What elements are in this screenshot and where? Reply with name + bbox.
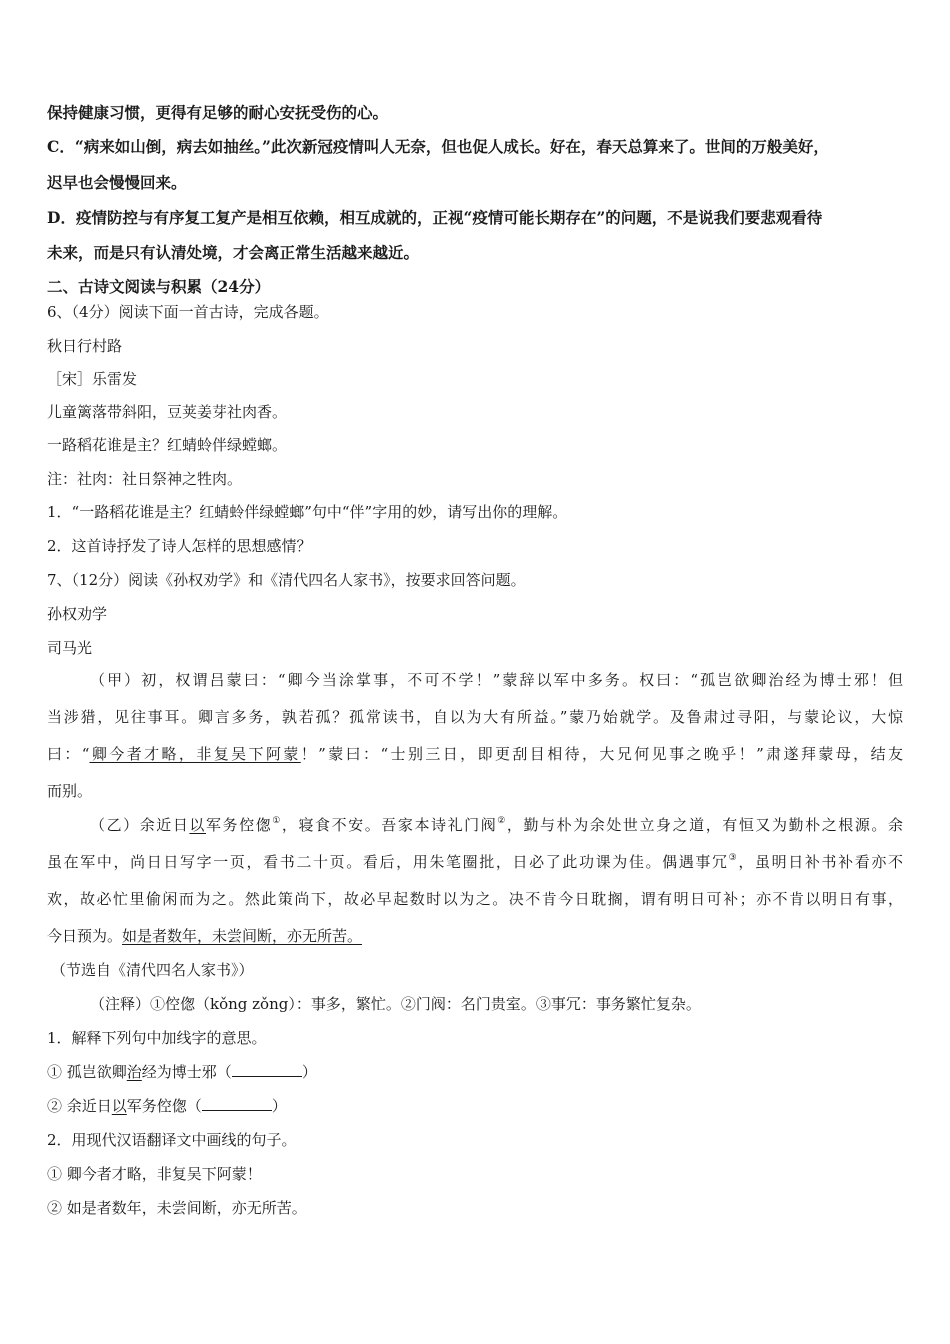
yi-line2-b: ，虽明日补书补看亦不 <box>738 853 903 871</box>
answer-blank-1[interactable] <box>232 1062 302 1077</box>
dotted-char-yi: 以 <box>189 816 206 834</box>
passage-jia-title: 孙权劝学 <box>47 605 108 623</box>
underlined-sentence-1: 卿今者才略，非复吴下阿蒙 <box>89 745 301 763</box>
passage-source: （节选自《清代四名人家书》） <box>51 961 254 979</box>
poem-line-1: 儿童篱落带斜阳，豆荚姜芽社肉香。 <box>47 403 288 421</box>
item2-end: ） <box>271 1097 287 1115</box>
footnote-mark-1: ① <box>272 816 282 826</box>
footnote-mark-2: ② <box>497 816 507 826</box>
yi-line1-a: （乙）余近日 <box>90 816 190 834</box>
q7-sub1-item2 <box>47 1096 903 1116</box>
underlined-char-yi: 以 <box>111 1097 127 1115</box>
item2-mid: 军务倥偬（ <box>126 1097 202 1115</box>
q7-sub2: 2．用现代汉语翻译文中画线的句子。 <box>47 1131 297 1149</box>
q7-sub2-item2: ② 如是者数年，未尝间断，亦无所苦。 <box>47 1199 307 1217</box>
q6-sub1: 1．“一路稻花谁是主？红蜻蛉伴绿螳螂”句中“伴”字用的妙，请写出你的理解。 <box>47 503 568 521</box>
passage-yi-line2 <box>47 852 903 872</box>
item2-start: ② 余近日 <box>47 1097 112 1115</box>
jia-line3-start: 曰：“ <box>47 745 90 763</box>
passage-yi-line3: 欢，故必忙里偷闲而为之。然此策尚下，故必早起数时以为之。决不肯今日耽搁，谓有明日可补；亦不肯以明日有事， <box>47 890 903 908</box>
q7-sub1-item1 <box>47 1062 903 1082</box>
passage-jia-line3 <box>47 744 903 764</box>
passage-annotation: （注释）①倥偬（kǒng zǒng）：事多，繁忙。②门阀：名门贵室。③事冗：事务繁忙复杂。 <box>90 995 701 1013</box>
passage-jia-line4: 而别。 <box>47 782 93 800</box>
poem-line-2: 一路稻花谁是主？红蜻蛉伴绿螳螂。 <box>47 436 288 454</box>
section-heading: 二、古诗文阅读与积累（24分） <box>47 277 271 296</box>
poem-note: 注：社肉：社日祭神之牲肉。 <box>47 470 243 488</box>
jia-line3-end: ！”蒙曰：“士别三日，即更刮目相待，大兄何见事之晚乎！”肃遂拜蒙母，结友 <box>300 745 903 763</box>
passage-jia-author: 司马光 <box>47 639 93 657</box>
item1-end: ） <box>301 1063 317 1081</box>
yi-line1-d: ，勤与朴为余处世立身之道，有恒又为勤朴之根源。余 <box>506 816 903 834</box>
underlined-sentence-2: 如是者数年，未尝间断，亦无所苦。 <box>122 927 363 945</box>
yi-line1-b: 军务倥偬 <box>205 816 273 834</box>
passage-jia-line1: （甲）初，权谓吕蒙曰：“卿今当涂掌事，不可不学！”蒙辞以军中多务。权曰：“孤岂欲卿治经为博士邪！但 <box>90 671 903 689</box>
underlined-char-zhi: 治 <box>126 1063 142 1081</box>
option-d-line1: D．疫情防控与有序复工复产是相互依赖，相互成就的，正视“疫情可能长期存在”的问题，不是说我们要悲观看待 <box>47 208 823 227</box>
yi-line4-start: 今日预为。 <box>47 927 123 945</box>
q7-sub1: 1．解释下列句中加线字的意思。 <box>47 1029 267 1047</box>
q7-stem: 7、（12分）阅读《孙权劝学》和《清代四名人家书》，按要求回答问题。 <box>47 571 526 589</box>
yi-line1-c: ，寝食不安。吾家本诗礼门阀 <box>281 816 498 834</box>
q6-stem: 6、（4分）阅读下面一首古诗，完成各题。 <box>47 303 329 321</box>
poem-author: ［宋］乐雷发 <box>47 370 138 388</box>
passage-yi-line4 <box>47 926 903 946</box>
yi-line2-a: 虽在军中，尚日日写字一页，看书二十页。看后，用朱笔圈批，日必了此功课为佳。偶遇事冗 <box>47 853 729 871</box>
q6-sub2: 2．这首诗抒发了诗人怎样的思想感情？ <box>47 537 312 555</box>
option-c-line1: C．“病来如山倒，病去如抽丝。”此次新冠疫情叫人无奈，但也促人成长。好在，春天总算来了。世间的万般美好， <box>47 137 829 156</box>
answer-blank-2[interactable] <box>202 1096 272 1111</box>
option-c-line2: 迟早也会慢慢回来。 <box>47 173 187 192</box>
passage-yi-line1 <box>90 815 903 835</box>
footnote-mark-3: ③ <box>728 853 739 863</box>
q7-sub2-item1: ① 卿今者才略，非复吴下阿蒙！ <box>47 1165 262 1183</box>
passage-jia-line2: 当涉猎，见往事耳。卿言多务，孰若孤？孤常读书，自以为大有所益。”蒙乃始就学。及鲁肃过寻阳，与蒙论议，大惊 <box>47 708 903 726</box>
item1-mid: 经为博士邪（ <box>141 1063 232 1081</box>
item1-start: ① 孤岂欲卿 <box>47 1063 127 1081</box>
option-b-tail: 保持健康习惯，更得有足够的耐心安抚受伤的心。 <box>47 103 389 122</box>
poem-title: 秋日行村路 <box>47 337 123 355</box>
option-d-line2: 未来，而是只有认清处境，才会离正常生活越来越近。 <box>47 243 420 262</box>
